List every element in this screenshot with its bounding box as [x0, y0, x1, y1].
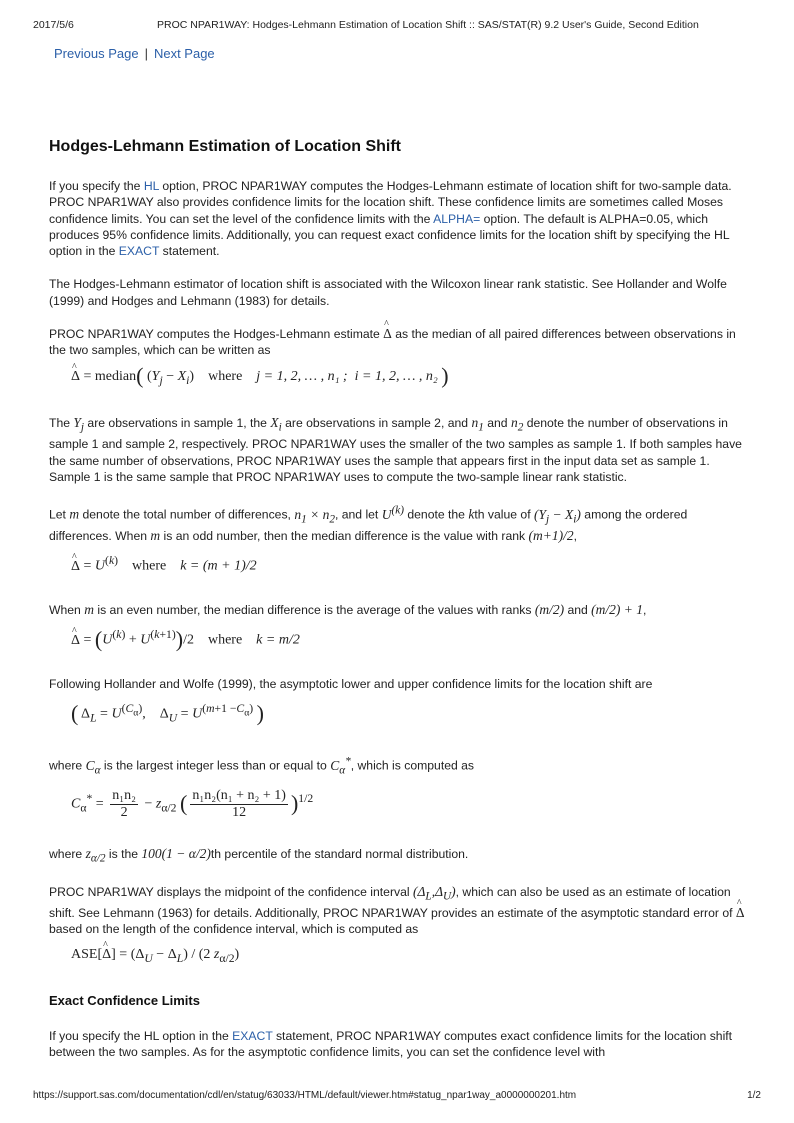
equation-ase: ASE[^ $\Delta] = (\Delta_U - \Delta_L) / (2$ $z_{\alpha/2}$) — [71, 945, 749, 969]
paragraph-c-alpha: where $C_\alpha$ is the largest integer less than or equal to $C_\alpha^*$, which is computed as — [49, 755, 475, 777]
text: , which is computed as — [350, 758, 475, 773]
text: Let — [49, 507, 70, 522]
previous-page-link[interactable]: Previous Page — [54, 46, 139, 61]
eq-j-range: j = 1, 2, … , n₁ ; — [256, 368, 348, 384]
text: If you specify the — [49, 179, 144, 193]
equation-c-alpha: $C_\alpha^*$ = $\frac{\text{n₁n₂}}{2}$ − $z_{\alpha/2}$ ( $\frac{\text{n₁n₂(n₁ + n₂ + 1)}}{12}$ )$^{1/2}$ — [71, 787, 314, 820]
text: , — [643, 602, 647, 617]
text: option, PROC NPAR1WAY computes the Hodges-Lehmann estimate of location shift for two-sample data. PROC NPAR1WAY also provides confidence limits for the location shift. These confidence limits are sometimes called Moses confidence limits. You can set the level of the confidence limits with the — [49, 179, 732, 226]
text: If you specify the HL option in the — [49, 1028, 233, 1043]
paragraph-samples: The $Y_j$ are observations in sample 1, the $X_i$ are observations in sample 2, and $n_1$ and $n_2$ denote the number of observations in sample 1 and sample 2, respectively. PROC NPAR1WAY uses the smaller of the two samples as sample 1. If both samples have the same number of observations, PROC NPAR1WAY uses the sample that appears first in the input data set as sample 1. Sample 1 is the same sample that PROC NPAR1WAY uses to compute the two-sample linear rank statistic. — [49, 415, 742, 485]
equation-even: ^ $\Delta = (U^{(k)} + U^{(k+1)})/2$ where k = m/2 — [71, 625, 749, 651]
text: and — [564, 602, 592, 617]
text: The — [49, 416, 74, 431]
text: denote the total number of differences, — [79, 507, 295, 522]
text: PROC NPAR1WAY displays the midpoint of the confidence interval — [49, 884, 413, 899]
paragraph-z: where $z_{\alpha/2}$ is the 100(1 − α/2)th percentile of the standard normal distribution. — [49, 845, 469, 865]
text: is the — [105, 846, 142, 861]
text: are observations in sample 1, the — [84, 416, 271, 431]
text: are observations in sample 2, and — [281, 416, 472, 431]
paragraph-asymptotic: Following Hollander and Wolfe (1999), the asymptotic lower and upper confidence limits for the location shift are — [49, 676, 653, 691]
delta-hat-symbol: ^ Δ — [383, 326, 392, 341]
text: When — [49, 602, 85, 617]
text: is an odd number, then the median difference is the value with rank — [160, 528, 529, 543]
paragraph-wilcoxon: The Hodges-Lehmann estimator of location shift is associated with the Wilcoxon linear rank statistic. See Hollander and Wolfe (1999) and Hodges and Lehmann (1983) for details. — [49, 277, 727, 308]
alpha-option-link[interactable]: ALPHA= — [433, 211, 481, 226]
text: denote the number of observations in sample 1 and sample 2, respectively. PROC NPAR1WAY uses the smaller of the two samples as sample 1. If both samples have the same number of observations, PROC NPAR1WAY uses the sample that appears first in the input data set as sample 1. Sample 1 is the same sample that PROC NPAR1WAY uses to compute the two-sample linear rank statistic. — [49, 416, 742, 485]
text: , — [573, 528, 577, 543]
text: statement. — [159, 244, 220, 259]
text: is the largest integer less than or equal to — [100, 758, 331, 773]
print-date: 2017/5/6 — [33, 19, 74, 31]
next-page-link[interactable]: Next Page — [153, 46, 215, 61]
page-navigation — [54, 46, 215, 61]
eq-exponent: 1/2 — [298, 792, 314, 806]
eq-ase-label: ASE — [71, 946, 98, 962]
hl-option-link[interactable]: HL — [143, 179, 159, 193]
paragraph-exact — [49, 1028, 749, 1061]
eq-k: k = m/2 — [256, 632, 300, 648]
text: th percentile of the standard normal distribution. — [210, 846, 469, 861]
paragraph-even: When m is an even number, the median difference is the average of the values with ranks (m/2) and (m/2) + 1, — [49, 601, 647, 617]
text: where — [49, 758, 86, 773]
eq-where: where — [207, 632, 243, 648]
text: based on the length of the confidence interval, which is computed as — [49, 922, 419, 937]
page-title: Hodges-Lehmann Estimation of Location Shift — [49, 138, 401, 155]
eq-frac-den: 12 — [232, 804, 247, 820]
text: denote the — [403, 507, 469, 522]
exact-statement-link-2[interactable]: EXACT — [232, 1028, 273, 1043]
paragraph-midpoint: PROC NPAR1WAY displays the midpoint of the confidence interval $(\Delta_L,\Delta_U)$, which can also be used as an estimate of location shift. See Lehmann (1963) for details. Additionally, PROC NPAR1WAY provides an estimate of the asymptotic standard error of ^ Δ based on the length of the confidence interval, which is computed as — [49, 884, 749, 938]
eq-where: where — [132, 558, 167, 574]
paragraph-intro — [49, 178, 749, 259]
paragraph-odd: Let m denote the total number of differences, $n_1 \times n_2$, and let $U^{(k)}$ denote the kth value of $(Y_j - X_i)$ among the ordered differences. When m is an odd number, then the median difference is the value with rank (m+1)/2, — [49, 504, 688, 543]
print-url: https://support.sas.com/documentation/cdl/en/statug/63033/HTML/default/viewer.htm#statug_npar1way_a0000000201.htm — [33, 1090, 577, 1101]
text: statement, PROC NPAR1WAY computes exact confidence limits for the location shift between the two samples. As for the asymptotic confidence limits, you can set the confidence level with — [49, 1028, 733, 1059]
exact-statement-link[interactable]: EXACT — [118, 244, 160, 259]
nav-separator: | — [144, 46, 148, 61]
text: option. The default is ALPHA=0.05, which produces 95% confidence limits. Additionally, you can request exact confidence limits for the location shift by specifying the HL option in the — [49, 211, 730, 259]
article-content — [49, 136, 749, 1077]
text: , and let — [334, 507, 382, 522]
eq-frac-num: n₁n₂ — [112, 787, 136, 803]
equation-odd: ^ $\Delta = U^{(k)}$ where k = (m + 1)/2 — [71, 551, 749, 577]
paragraph-median — [49, 326, 749, 359]
text: where — [49, 846, 86, 861]
equation-median: ^ Δ = median( $(Y_j - X_i)$ where j = 1, 2, … , n₁ ; i = 1, 2, … , n₂ ) — [71, 366, 749, 391]
eq-median-label: median — [94, 368, 137, 384]
text: and — [483, 416, 511, 431]
eq-frac-num: n₁n₂(n₁ + n₂ + 1) — [192, 787, 286, 803]
eq-k: k = (m + 1)/2 — [180, 558, 257, 574]
text: is an even number, the median difference is the average of the values with ranks — [93, 602, 535, 617]
text: th value of — [474, 507, 534, 522]
text: among the ordered differences. When — [49, 507, 688, 543]
text: PROC NPAR1WAY computes the Hodges-Lehmann estimate — [49, 327, 384, 342]
print-page-number: 1/2 — [747, 1090, 761, 1101]
section-heading-exact: Exact Confidence Limits — [49, 993, 200, 1009]
equation-limits: ( $\Delta_L = U^{(C_\alpha)}$, $\Delta_U = U^{(m+1 -C_\alpha)}$ ) — [71, 700, 264, 726]
eq-frac-den: 2 — [120, 804, 128, 820]
text: , which can also be used as an estimate of location shift. See Lehmann (1963) for details. Additionally, PROC NPAR1WAY provides an estimate of the asymptotic standard error of — [49, 884, 736, 920]
eq-i-range: i = 1, 2, … , n₂ — [354, 368, 438, 384]
eq-where: where — [208, 368, 243, 384]
text: as the median of all paired differences between observations in the two samples, which can be written as — [49, 327, 736, 358]
print-title: PROC NPAR1WAY: Hodges-Lehmann Estimation of Location Shift :: SAS/STAT(R) 9.2 User's Guide, Second Edition — [157, 19, 699, 31]
